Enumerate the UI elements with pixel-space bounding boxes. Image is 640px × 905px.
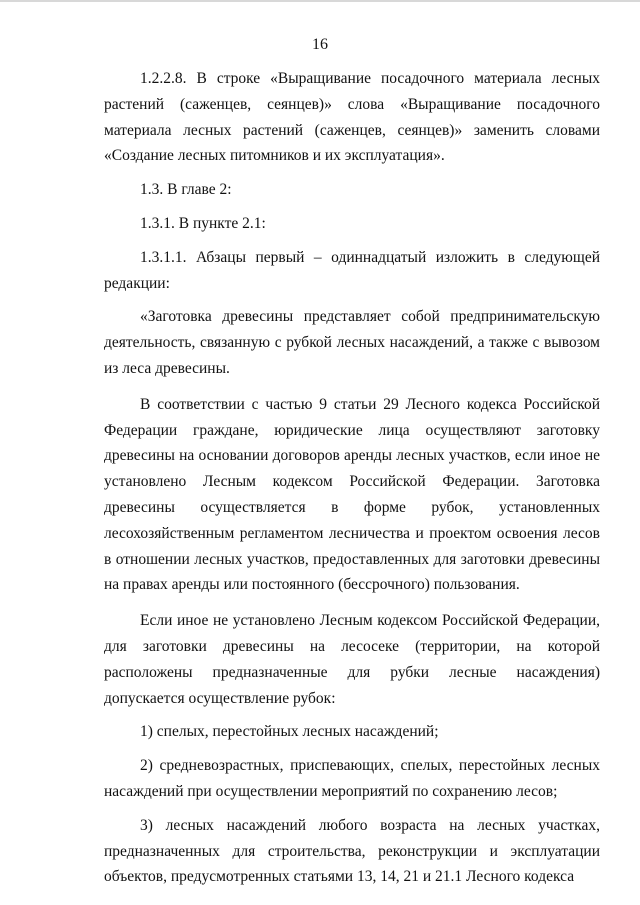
document-body [104,66,600,890]
page-number: 16 [312,36,328,53]
list-item-2: 2) средневозрастных, приспевающих, спелых, перестойных лесных насаждений при осуществлении мероприятий по сохранению лесов; [104,757,600,800]
paragraph-1-3-1-1: 1.3.1.1. Абзацы первый – одиннадцатый изложить в следующей редакции: [104,248,600,292]
paragraph-1-2-2-8: 1.2.2.8. В строке «Выращивание посадочного материала лесных растений (саженцев, сеянцев)» слова «Выращивание посадочного материала лесных растений (саженцев, сеянцев)» заменить словами «Создание лесных питомников и их эксплуатация». [104,70,600,165]
paragraph-permitted-felling: Если иное не установлено Лесным кодексом Российской Федерации, для заготовки древесины на лесосеке (территории, на которой расположены предназначенные для рубки лесные насаждения) допускается осуществление рубок: [104,612,600,707]
paragraph-1-3-1: 1.3.1. В пункте 2.1: [140,214,266,232]
paragraph-forest-code-article-29: В соответствии с частью 9 статьи 29 Лесного кодекса Российской Федерации граждане, юридические лица осуществляют заготовку древесины на основании договоров аренды лесных участков, если иное не установлено Лесным кодексом Российской Федерации. Заготовка древесины осуществляется в форме рубок, установленных лесохозяйственным регламентом лесничества и проектом освоения лесов в отношении лесных участков, предоставленных для заготовки древесины на правах аренды или постоянного (бессрочного) пользования. [104,395,600,594]
list-item-1: 1) спелых, перестойных лесных насаждений; [140,723,439,741]
list-item-3: 3) лесных насаждений любого возраста на лесных участках, предназначенных для строительства, реконструкции и эксплуатации объектов, предусмотренных статьями 13, 14, 21 и 21.1 Лесного кодекса [104,816,600,886]
paragraph-1-3: 1.3. В главе 2: [140,181,232,199]
quoted-paragraph-harvesting-definition: «Заготовка древесины представляет собой предпринимательскую деятельность, связанную с рубкой лесных насаждений, а также с вывозом из леса древесины. [104,308,600,377]
scan-top-edge [0,0,640,2]
